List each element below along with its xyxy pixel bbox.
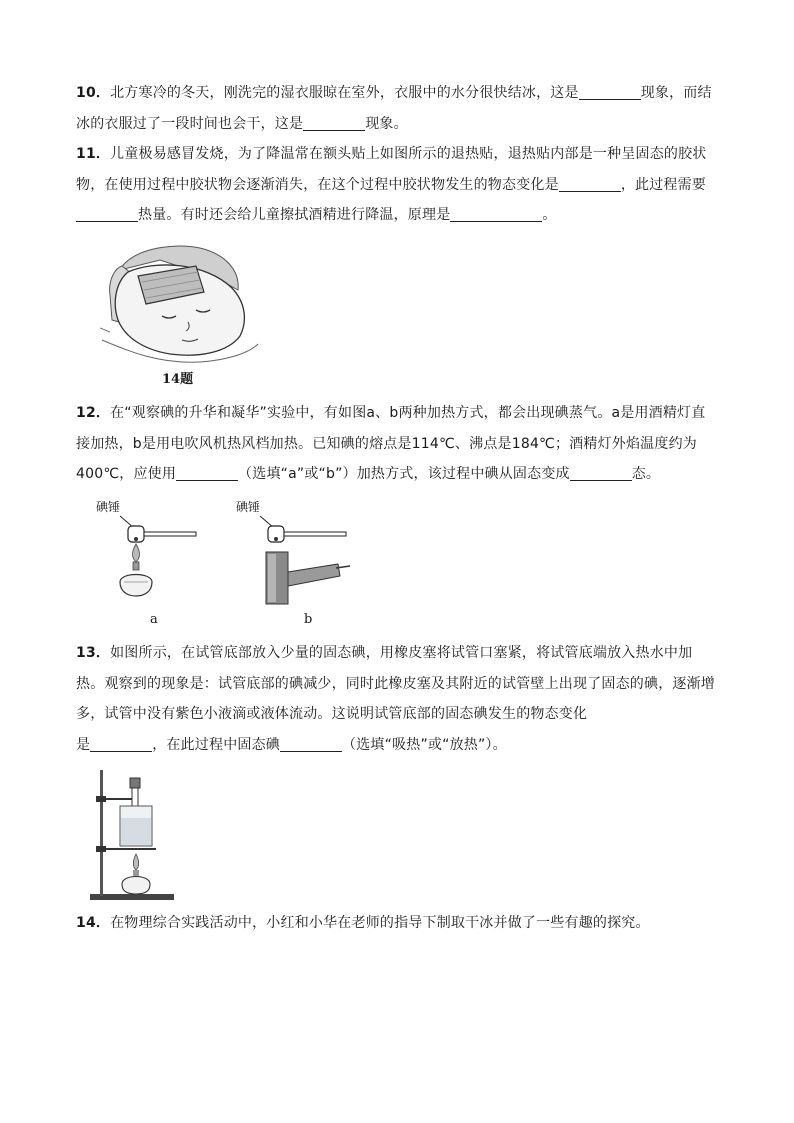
question-text: ，在此过程中固态碘 [152, 736, 281, 753]
question-number: 10． [76, 85, 111, 101]
question-13 [76, 638, 716, 760]
answer-blank[interactable] [280, 735, 342, 752]
iodine-hammer-label-a: 碘锤 [96, 500, 121, 514]
question-text: 如图所示，在试管底部放入少量的固态碘，用橡皮塞将试管口塞紧，将试管底端放入热水中加热。观察到的现象是：试管底部的碘减少，同时此橡皮塞及其附近的试管壁上出现了固态的碘，逐渐增多，试管中没有紫色小液滴或液体流动。这说明试管底部的固态碘发生的物态变化 [76, 645, 715, 722]
question-text: 。 [542, 207, 557, 223]
answer-blank[interactable] [303, 114, 365, 131]
test-tube-water-bath-figure [88, 766, 178, 902]
question-text: 在物理综合实践活动中，小红和小华在老师的指导下制取干冰并做了一些有趣的探究。 [110, 915, 650, 931]
figure-caption: 14题 [162, 372, 194, 387]
figure-b-caption: b [304, 612, 313, 627]
question-11 [76, 139, 716, 231]
question-text: （选填“吸热”或“放热”）。 [342, 736, 507, 753]
question-number: 13． [76, 645, 111, 661]
answer-blank[interactable] [570, 464, 632, 481]
iodine-hammer-label-b: 碘锤 [236, 500, 261, 514]
question-text: 现象，而结冰的衣服过了一段时间也会干，这是 [76, 85, 712, 132]
question-text: 是 [76, 736, 91, 753]
question-12 [76, 398, 716, 490]
question-text: 北方寒冷的冬天，刚洗完的湿衣服晾在室外，衣服中的水分很快结冰，这是 [110, 85, 579, 101]
question-number: 14． [76, 915, 111, 931]
question-text: 态。 [631, 466, 661, 482]
question-number: 11． [76, 146, 111, 162]
question-text: ，此过程需要 [620, 176, 707, 193]
question-text: 现象。 [365, 115, 408, 132]
question-text: 在“观察碘的升华和凝华”实验中，有如图a、b两种加热方式，都会出现碘蒸气。a是用酒精灯直接加热，b是用电吹风机热风档加热。已知碘的熔点是114℃、沸点是184℃；酒精灯外焰温度约为400℃，应使用 [76, 405, 706, 482]
heating-method-a-figure [100, 512, 210, 607]
answer-blank[interactable] [559, 175, 621, 192]
answer-blank[interactable] [579, 83, 641, 100]
question-10 [76, 78, 716, 139]
question-14 [76, 908, 716, 939]
answer-blank[interactable] [176, 464, 238, 481]
question-number: 12． [76, 405, 111, 421]
answer-blank[interactable] [450, 205, 542, 222]
answer-blank[interactable] [76, 205, 138, 222]
question-text: 儿童极易感冒发烧，为了降温常在额头贴上如图所示的退热贴，退热贴内部是一种呈固态的胶状物，在使用过程中胶状物会逐渐消失，在这个过程中胶状物发生的物态变化是 [76, 146, 707, 193]
child-fever-patch-figure [100, 240, 260, 365]
heating-method-b-figure [240, 512, 360, 607]
question-text: （选填“a”或“b”）加热方式，该过程中碘从固态变成 [238, 466, 570, 482]
question-text: 热量。有时还会给儿童擦拭酒精进行降温，原理是 [138, 207, 451, 223]
answer-blank[interactable] [90, 735, 152, 752]
figure-a-caption: a [150, 612, 158, 627]
